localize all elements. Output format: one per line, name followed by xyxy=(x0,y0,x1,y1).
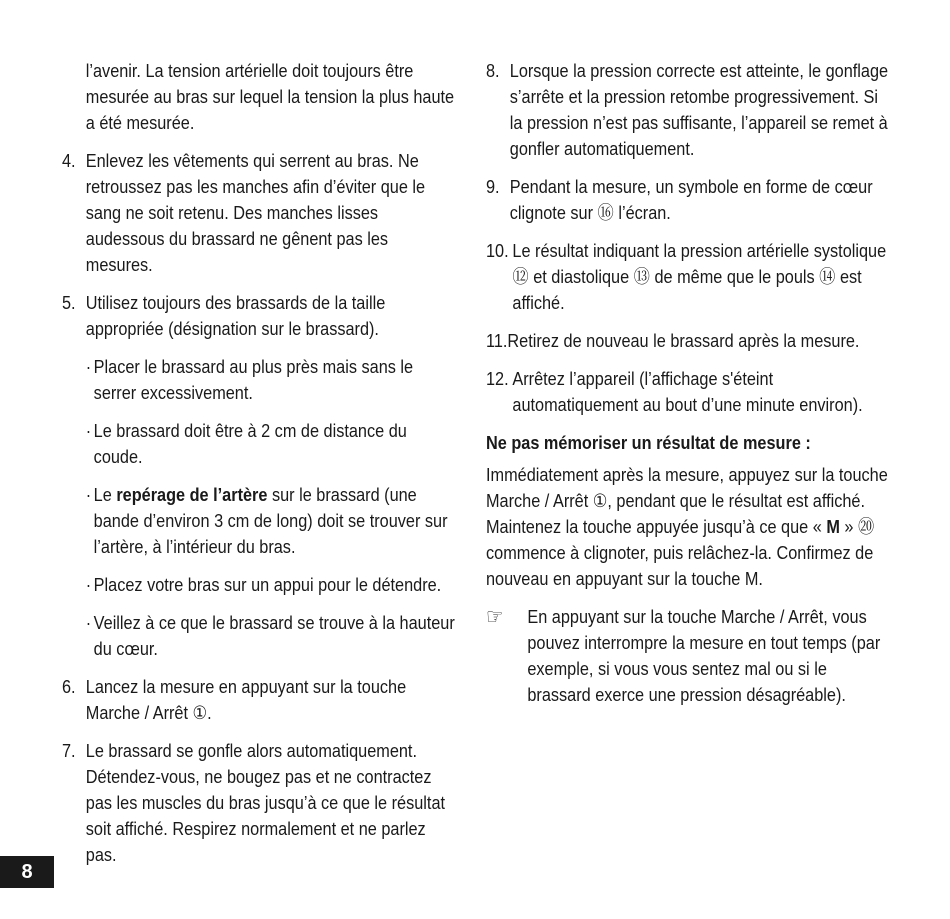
sub-item-text-bold: repérage de l’artère xyxy=(116,484,268,505)
step-6 xyxy=(62,674,455,726)
step-text: Lorsque la pression correcte est atteinte, le gonflage s’arrête et la pression retombe progressivement. Si la pression n’est pas suffisante, l’appareil se remet à gonfler automatiquement. xyxy=(509,60,889,159)
sub-item-3 xyxy=(62,482,455,560)
bullet: · xyxy=(85,574,92,595)
step-number: 10. xyxy=(486,240,509,261)
note-block xyxy=(486,604,889,708)
step-number: 4. xyxy=(62,150,76,171)
step-number: 5. xyxy=(62,292,76,313)
sub-item-2 xyxy=(62,418,455,470)
memory-symbol: M xyxy=(826,516,840,537)
step-number: 6. xyxy=(62,676,76,697)
sub-item-text: Le brassard doit être à 2 cm de distance du coude. xyxy=(93,420,407,467)
sub-item-text: Veillez à ce que le brassard se trouve à la hauteur du cœur. xyxy=(93,612,455,659)
page-number: 8 xyxy=(0,856,54,888)
step-text: Le résultat indiquant la pression artérielle systolique ⑫ et diastolique ⑬ de même que le pouls ⑭ est affiché. xyxy=(512,240,887,313)
sub-item-text: Placez votre bras sur un appui pour le détendre. xyxy=(93,574,442,595)
intro-text: l’avenir. La tension artérielle doit toujours être mesurée au bras sur lequel la tension la plus haute a été mesurée. xyxy=(85,60,455,133)
sub-item-text xyxy=(94,482,456,560)
sub-item-1 xyxy=(62,354,455,406)
note-text: En appuyant sur la touche Marche / Arrêt, vous pouvez interrompre la mesure en tout temps (par exemple, si vous vous sentez mal ou si le brassard exerce une pression désagréable). xyxy=(527,606,881,705)
bullet: · xyxy=(85,484,92,505)
bullet: · xyxy=(85,356,92,377)
step-text: Le brassard se gonfle alors automatiquement. Détendez-vous, ne bougez pas et ne contractez pas les muscles du bras jusqu’à ce que le résultat soit affiché. Respirez normalement et ne parlez pas. xyxy=(85,740,446,865)
step-text: Utilisez toujours des brassards de la taille appropriée (désignation sur le brassard). xyxy=(85,292,386,339)
step-number: 8. xyxy=(486,60,500,81)
step-text: Lancez la mesure en appuyant sur la touche Marche / Arrêt ①. xyxy=(85,676,407,723)
instruction-paragraph xyxy=(486,462,889,592)
sub-item-4 xyxy=(62,572,455,598)
sub-item-5 xyxy=(62,610,455,662)
paragraph-text-post: » ⑳ commence à clignoter, puis relâchez-la. Confirmez de nouveau en appuyant sur la touche M. xyxy=(486,516,875,589)
step-text: Pendant la mesure, un symbole en forme de cœur clignote sur ⑯ l’écran. xyxy=(509,176,873,223)
step-9 xyxy=(486,174,889,226)
pointing-hand-icon: ☞ xyxy=(486,604,504,629)
step-text: Enlevez les vêtements qui serrent au bras. Ne retroussez pas les manches afin d’éviter que le sang ne soit retenu. Des manches lisses audessous du brassard ne gênent pas les mesures. xyxy=(85,150,426,275)
step-5 xyxy=(62,290,455,342)
step-number: 9. xyxy=(486,176,500,197)
step-4 xyxy=(62,148,455,278)
bullet: · xyxy=(85,612,92,633)
sub-item-text-pre: Le xyxy=(93,484,117,505)
step-text: Arrêtez l’appareil (l’affichage s'éteint automatiquement au bout d’une minute environ). xyxy=(512,368,863,415)
paragraph-text-pre: Immédiatement après la mesure, appuyez sur la touche Marche / Arrêt ①, pendant que le résultat est affiché. Maintenez la touche appuyée jusqu’à ce que « xyxy=(486,464,888,537)
step-8 xyxy=(486,58,889,162)
step-7 xyxy=(62,738,455,868)
right-column xyxy=(486,58,889,708)
section-heading: Ne pas mémoriser un résultat de mesure : xyxy=(486,432,811,453)
left-column xyxy=(62,58,455,880)
step-12 xyxy=(486,366,889,418)
bullet: · xyxy=(85,420,92,441)
step-number: 7. xyxy=(62,740,76,761)
step-number: 12. xyxy=(486,368,509,389)
step-10 xyxy=(486,238,889,316)
sub-item-text: Placer le brassard au plus près mais sans le serrer excessivement. xyxy=(93,356,414,403)
sub-item-text-post: sur le brassard (une bande d’environ 3 cm de long) doit se trouver sur l’artère, à l’intérieur du bras. xyxy=(93,484,448,557)
step-11: 11.Retirez de nouveau le brassard après la mesure. xyxy=(486,330,860,351)
